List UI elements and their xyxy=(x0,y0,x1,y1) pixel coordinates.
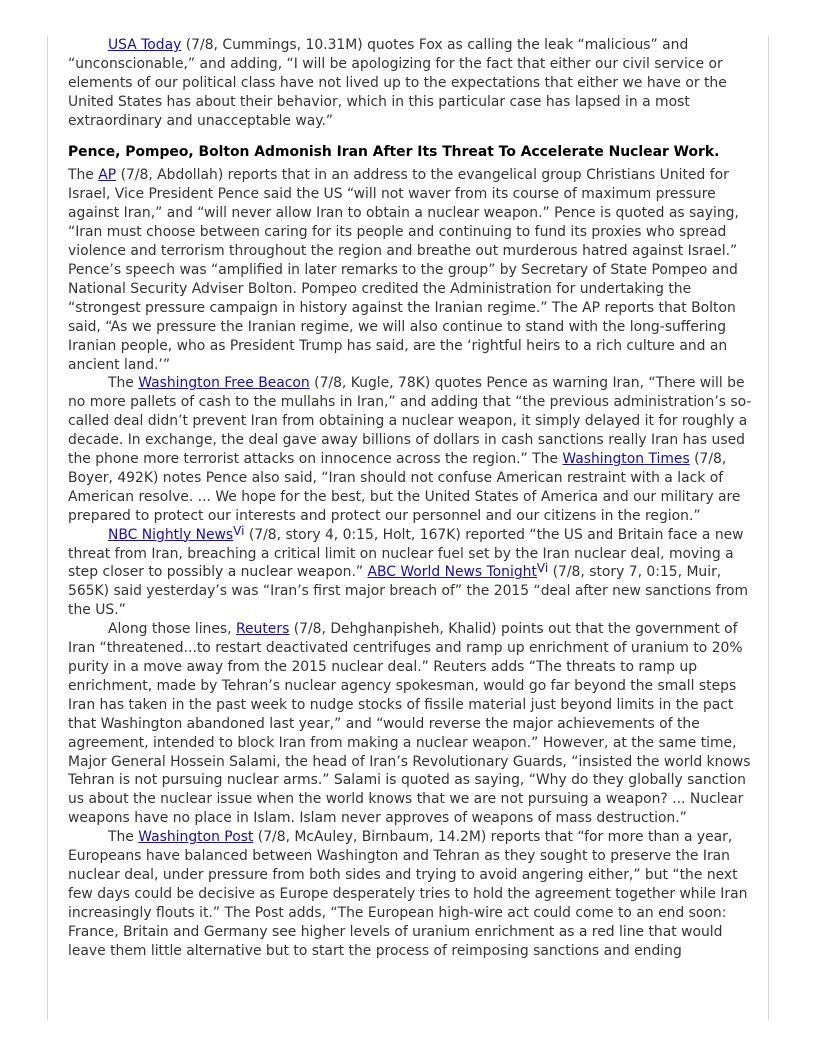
paragraph-text: (7/8, story 4, 0:15, Holt, 167K) reported “the US and Britain face a new threat from Iran, breaching a critical limit on nuclear fuel set by the Iran nuclear deal, moving a step closer to possibly a nuclear weapon.” xyxy=(68,526,744,581)
article-headline: Pence, Pompeo, Bolton Admonish Iran After Its Threat To Accelerate Nuclear Work. xyxy=(68,143,720,160)
paragraph-free-beacon xyxy=(68,374,752,525)
paragraph-reuters xyxy=(68,620,752,828)
paragraph-washington-post xyxy=(68,828,752,960)
document-body xyxy=(68,36,752,961)
paragraph-text: (7/8, Boyer, 492K) notes Pence also said, “Iran should not confuse American restraint with a lack of American resolve. ... We hope for the best, but the United States of America and our military are prepared to protect our interests and protect our personnel and our citizens in the region.” xyxy=(68,451,741,524)
paragraph-text: (7/8, story 7, 0:15, Muir, 565K) said yesterday’s was “Iran’s first major breach of” the 2015 “deal after new sanctions from the US.” xyxy=(68,564,749,619)
paragraph-prefix: The xyxy=(108,829,139,846)
paragraph-usa-today xyxy=(68,36,752,131)
paragraph-nbc xyxy=(68,523,752,621)
ap-link[interactable]: AP xyxy=(98,167,117,184)
paragraph-prefix: The xyxy=(108,375,139,392)
paragraph-text: (7/8, Dehghanpisheh, Khalid) points out that the government of Iran “threatened...to restart deactivated centrifuges and ramp up enrichment of uranium to 20% purity in a move away from the 2015 nuclear deal.” Reuters adds “The threats to ramp up enrichment, made by Tehran’s nuclear agency spokesman, would go far beyond the small steps Iran has taken in the past week to nudge stocks of fissile material just beyond limits in the pact that Washington abandoned last year,” and “would reverse the major achievements of the agreement, intended to block Iran from making a nuclear weapon.” However, at the same time, Major General Hossein Salami, the head of Iran’s Revolutionary Guards, “insisted the world knows Tehran is not pursuing nuclear arms.” Salami is quoted as saying, “Why do they globally sanction us about the nuclear issue when the world knows that we are not pursuing a weapon? ... Nuclear weapons have no place in Islam. Islam never approves of weapons of mass destruction.” xyxy=(68,621,751,827)
washington-free-beacon-link[interactable]: Washington Free Beacon xyxy=(138,375,310,392)
nbc-nightly-news-link[interactable]: NBC Nightly News xyxy=(108,526,234,543)
paragraph-prefix: The xyxy=(68,167,99,184)
right-margin-rule xyxy=(768,36,769,1020)
paragraph-text: (7/8, Kugle, 78K) quotes Pence as warning Iran, “There will be no more pallets of cash to the mullahs in Iran,” and adding that “the previous administration’s so-called deal didn’t prevent Iran from obtaining a nuclear weapon, it simply delayed it for roughly a decade. In exchange, the deal gave away billions of dollars in cash sanctions really Iran has used the phone more terrorist attacks on innocence across the region.” The xyxy=(68,375,752,468)
usa-today-link[interactable]: USA Today xyxy=(108,37,182,53)
video-indicator[interactable]: Vi xyxy=(536,561,549,576)
washington-post-link[interactable]: Washington Post xyxy=(138,829,254,846)
video-indicator[interactable]: Vi xyxy=(233,523,245,538)
reuters-link[interactable]: Reuters xyxy=(235,621,290,638)
paragraph-text: (7/8, McAuley, Birnbaum, 14.2M) reports that “for more than a year, Europeans have balanced between Washington and Tehran as they sought to preserve the Iran nuclear deal, under pressure from both sides and trying to avoid angering either,” but “the next few days could be decisive as Europe desperately tries to hold the agreement together while Iran increasingly flouts it.” The Post adds, “The European high-wire act could come to an end soon: France, Britain and Germany see higher levels of uranium enrichment as a red line that would leave them little alternative but to start the process of reimposing sanctions and ending xyxy=(68,829,748,959)
paragraph-text: (7/8, Abdollah) reports that in an address to the evangelical group Christians United for Israel, Vice President Pence said the US “will not waver from its course of maximum pressure against Iran,” and “will never allow Iran to obtain a nuclear weapon.” Pence is quoted as saying, “Iran must choose between caring for its people and continuing to fund its proxies who spread violence and terrorism throughout the region and breathe out murderous hatred against Israel.” Pence’s speech was “amplified in later remarks to the group” by Secretary of State Pompeo and National Security Adviser Bolton. Pompeo credited the Administration for undertaking the “strongest pressure campaign in history against the Iranian regime.” The AP reports that Bolton said, “As we pressure the Iranian regime, we will also continue to stand with the long-suffering Iranian people, who as President Trump has said, are the ‘rightful heirs to a rich culture and an ancient land.’” xyxy=(68,167,739,373)
paragraph-prefix: Along those lines, xyxy=(108,621,236,638)
paragraph-text: (7/8, Cummings, 10.31M) quotes Fox as calling the leak “malicious” and “unconscionable,” and adding, “I will be apologizing for the fact that either our civil service or elements of our political class have not lived up to the expectations that either we have or the United States has about their behavior, which in this particular case has lapsed in a most extraordinary and unacceptable way.” xyxy=(68,37,727,129)
left-margin-rule xyxy=(47,36,48,1020)
paragraph-ap xyxy=(68,166,752,374)
washington-times-link[interactable]: Washington Times xyxy=(562,451,690,468)
abc-world-news-link[interactable]: ABC World News Tonight xyxy=(367,564,537,581)
